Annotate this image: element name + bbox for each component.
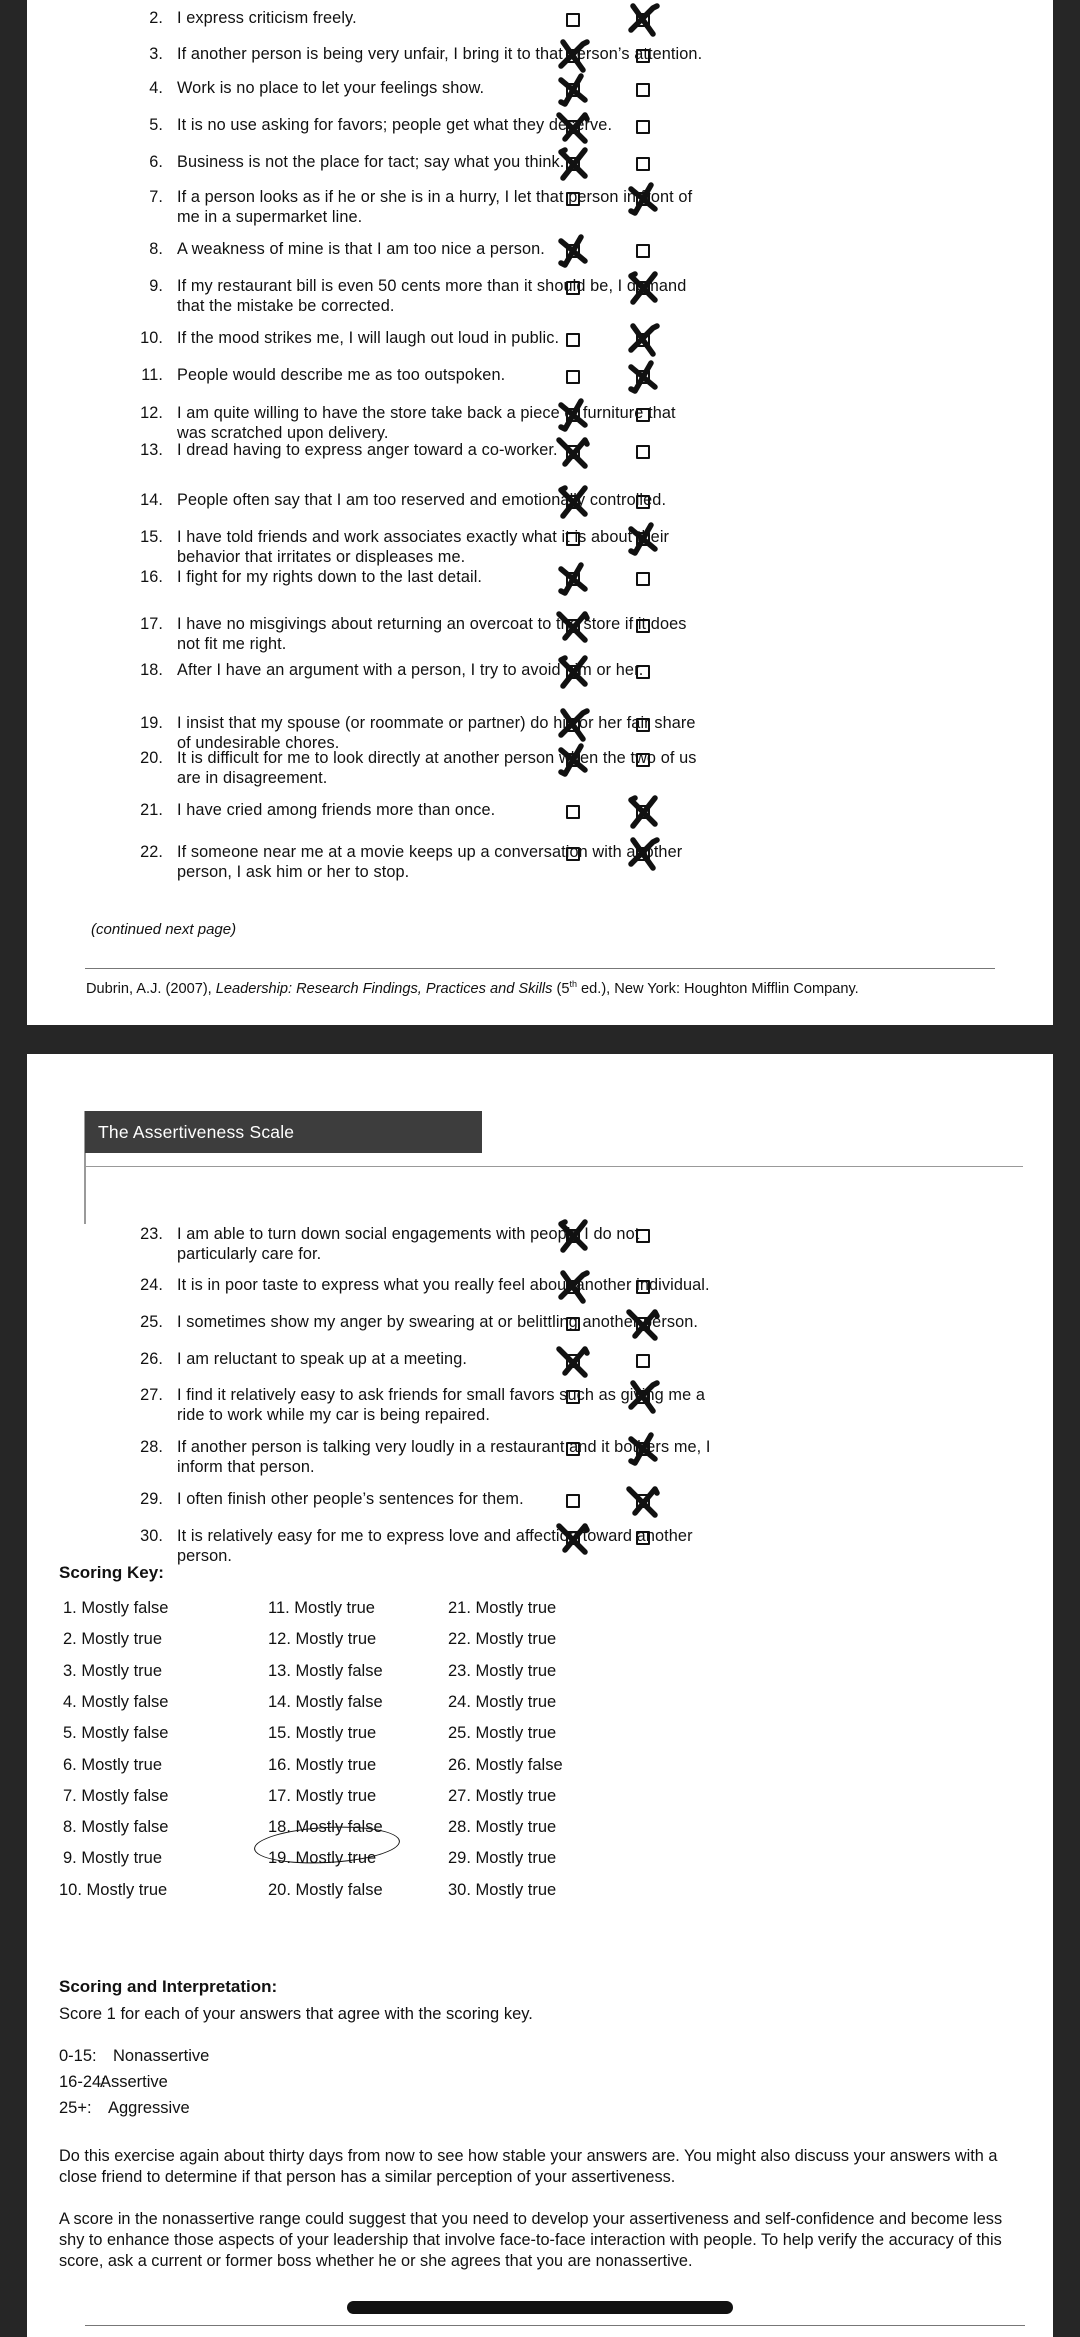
question-number: 29.	[140, 1490, 163, 1508]
mostly-true-checkbox-marked[interactable]	[555, 233, 591, 269]
retake-paragraph: Do this exercise again about thirty days from now to see how stable your answers are. You might also discuss your answers with a close friend to determine if that person has a similar perception of your assertiveness.	[59, 2147, 998, 2186]
question-text-line: If my restaurant bill is even 50 cents more than it should be, I demand	[177, 277, 687, 295]
scoring-key-entry: 30. Mostly true	[448, 1880, 557, 1899]
question-text	[177, 1349, 797, 1369]
question-text	[177, 152, 797, 172]
mostly-false-checkbox-marked[interactable]	[625, 322, 661, 358]
question-text	[177, 567, 797, 587]
mostly-false-checkbox[interactable]	[636, 49, 650, 63]
question-text-line: If a person looks as if he or she is in a hurry, I let that person in front of	[177, 188, 693, 206]
scoring-key-title: Scoring Key:	[59, 1563, 164, 1582]
question-text	[177, 328, 797, 348]
question-number: 10.	[140, 329, 163, 347]
mostly-false-checkbox-marked[interactable]	[625, 1483, 661, 1519]
scoring-key-entry: 28. Mostly true	[448, 1818, 557, 1837]
question-text-line: I have no misgivings about returning an overcoat to the store if it does	[177, 615, 687, 633]
question-text	[177, 187, 797, 227]
mostly-true-checkbox[interactable]	[566, 281, 580, 295]
scoring-key-entry: 1. Mostly false	[63, 1599, 169, 1617]
question-text	[177, 1385, 797, 1425]
question-text	[177, 842, 797, 882]
question-number: 11.	[141, 366, 163, 384]
scoring-key-entry: 6. Mostly true	[63, 1755, 163, 1774]
question-number: 14.	[140, 491, 163, 509]
footer-divider	[85, 968, 995, 969]
question-number: 22.	[140, 843, 163, 861]
question-number: 30.	[140, 1527, 163, 1545]
mostly-true-checkbox[interactable]	[566, 532, 580, 546]
question-text-line: It is relatively easy for me to express love and affection toward another	[177, 1527, 693, 1545]
mostly-true-checkbox[interactable]	[566, 847, 580, 861]
question-number: 20.	[140, 749, 163, 767]
mostly-false-checkbox[interactable]	[636, 718, 650, 732]
mostly-false-checkbox[interactable]	[636, 445, 650, 459]
question-text	[177, 527, 797, 567]
question-number: 16.	[140, 568, 163, 586]
mostly-true-checkbox[interactable]	[566, 192, 580, 206]
question-text-line: person, I ask him or her to stop.	[177, 863, 410, 881]
question-text-line: I insist that my spouse (or roommate or partner) do his or her fair share	[177, 714, 696, 732]
mostly-true-checkbox-marked[interactable]	[555, 1520, 591, 1556]
mostly-true-checkbox-marked[interactable]	[555, 434, 591, 470]
question-text	[177, 44, 797, 64]
mostly-true-checkbox[interactable]	[566, 13, 580, 27]
question-text-line: I dread having to express anger toward a co-worker.	[177, 441, 558, 459]
question-text-line: I am quite willing to have the store take back a piece of furniture that	[177, 404, 676, 422]
mostly-false-checkbox-marked[interactable]	[625, 1379, 661, 1415]
question-text-line: A weakness of mine is that I am too nice a person.	[177, 240, 545, 258]
question-number: 5.	[149, 116, 163, 134]
mostly-false-checkbox[interactable]	[636, 753, 650, 767]
mostly-false-checkbox-marked[interactable]	[625, 836, 661, 872]
mostly-false-checkbox[interactable]	[636, 1354, 650, 1368]
mostly-false-checkbox[interactable]	[636, 244, 650, 258]
mostly-true-checkbox[interactable]	[566, 333, 580, 347]
question-number: 19.	[140, 714, 163, 732]
question-number: 9.	[149, 277, 163, 295]
question-text	[177, 800, 797, 820]
mostly-true-checkbox-marked[interactable]	[555, 608, 591, 644]
question-number: 24.	[140, 1276, 163, 1294]
scoring-key-entry: 26. Mostly false	[448, 1755, 563, 1774]
question-number: 17.	[140, 615, 163, 633]
score-range-label: Aggressive	[108, 2099, 190, 2117]
scoring-key-entry: 8. Mostly false	[63, 1818, 169, 1837]
question-text	[177, 440, 797, 460]
question-text	[177, 748, 797, 788]
scoring-key-entry: 5. Mostly false	[63, 1724, 169, 1743]
question-text-line: If someone near me at a movie keeps up a conversation with another	[177, 843, 683, 861]
scoring-key-entry: 11. Mostly true	[268, 1599, 375, 1617]
mostly-true-checkbox-marked[interactable]	[555, 72, 591, 108]
mostly-true-checkbox-marked[interactable]	[555, 146, 591, 182]
question-number: 26.	[140, 1350, 163, 1368]
question-text	[177, 1526, 797, 1566]
mostly-false-checkbox[interactable]	[636, 1229, 650, 1243]
question-text-line: inform that person.	[177, 1458, 315, 1476]
mostly-true-checkbox[interactable]	[566, 1390, 580, 1404]
question-number: 28.	[140, 1438, 163, 1456]
question-number: 3.	[149, 45, 163, 63]
question-text	[177, 115, 797, 135]
question-text	[177, 1275, 797, 1295]
question-text-line: People often say that I am too reserved and emotionally controlled.	[177, 491, 667, 509]
interpretation-instruction: Score 1 for each of your answers that agree with the scoring key.	[59, 2005, 533, 2023]
question-text	[177, 239, 797, 259]
question-number: 23.	[140, 1225, 163, 1243]
scoring-key-entry: 14. Mostly false	[268, 1692, 383, 1711]
score-range-label: Nonassertive	[113, 2047, 210, 2065]
mostly-false-checkbox-marked[interactable]	[625, 2, 661, 38]
mostly-false-checkbox[interactable]	[636, 157, 650, 171]
nonassertive-paragraph: A score in the nonassertive range could suggest that you need to develop your assertiveness and self-confidence and become less shy to enhance those aspects of your leadership that involve face-to-face interaction with people. To help verify the accuracy of this score, ask a current or former boss whether he or she agrees that you are nonassertive.	[59, 2210, 1003, 2270]
mostly-true-checkbox[interactable]	[566, 370, 580, 384]
question-text-line: particularly care for.	[177, 1245, 322, 1263]
mostly-false-checkbox-marked[interactable]	[625, 270, 661, 306]
citation-title: Leadership: Research Findings, Practices and Skills	[215, 980, 553, 997]
scoring-key-entry: 22. Mostly true	[448, 1630, 557, 1649]
question-number: 7.	[149, 188, 163, 206]
mostly-false-checkbox-marked[interactable]	[625, 181, 661, 217]
scoring-key-entry: 24. Mostly true	[448, 1692, 557, 1711]
question-number: 6.	[149, 153, 163, 171]
interpretation-title: Scoring and Interpretation:	[59, 1977, 278, 1996]
mostly-true-checkbox[interactable]	[566, 1494, 580, 1508]
mostly-true-checkbox-marked[interactable]	[555, 1218, 591, 1254]
question-text	[177, 1224, 797, 1264]
question-text-line: of undesirable chores.	[177, 734, 340, 752]
question-text-line: It is in poor taste to express what you really feel about another individual.	[177, 1276, 710, 1294]
citation-edition-sup: th	[569, 979, 577, 989]
question-text-line: I often finish other people’s sentences for them.	[177, 1490, 524, 1508]
question-text	[177, 713, 797, 753]
scoring-key-entry: 7. Mostly false	[63, 1786, 169, 1805]
question-number: 18.	[140, 661, 163, 679]
question-text	[177, 78, 797, 98]
scoring-key-entry: 2. Mostly true	[63, 1630, 163, 1649]
question-text-line: are in disagreement.	[177, 769, 328, 787]
question-text-line: If another person is talking very loudly in a restaurant and it bothers me, I	[177, 1438, 711, 1456]
continued-note: (continued next page)	[91, 921, 237, 938]
question-text-line: I have told friends and work associates exactly what it is about their	[177, 528, 670, 546]
scoring-key-entry: 12. Mostly true	[268, 1630, 377, 1649]
question-text	[177, 1489, 797, 1509]
mostly-true-checkbox-marked[interactable]	[555, 484, 591, 520]
mostly-false-checkbox[interactable]	[636, 619, 650, 633]
question-number: 27.	[140, 1386, 163, 1404]
mostly-true-checkbox-marked[interactable]	[555, 38, 591, 74]
scoring-key-entry: 4. Mostly false	[63, 1692, 169, 1711]
score-range: 25+:	[59, 2099, 92, 2117]
mostly-false-checkbox-marked[interactable]	[625, 359, 661, 395]
scoring-key-entry: 13. Mostly false	[268, 1661, 383, 1680]
question-text-line: People would describe me as too outspoken.	[177, 366, 506, 384]
mostly-true-checkbox-marked[interactable]	[555, 654, 591, 690]
citation-publisher: ed.), New York: Houghton Mifflin Company.	[576, 980, 859, 997]
mostly-true-checkbox-marked[interactable]	[555, 1343, 591, 1379]
scoring-key-entry: 29. Mostly true	[448, 1849, 557, 1868]
mostly-false-checkbox[interactable]	[636, 665, 650, 679]
score-range: 0-15:	[59, 2047, 97, 2065]
mostly-false-checkbox[interactable]	[636, 120, 650, 134]
score-range: 16-24:	[59, 2073, 106, 2091]
scoring-key-entry: 9. Mostly true	[63, 1849, 163, 1868]
mostly-false-checkbox-marked[interactable]	[625, 1306, 661, 1342]
question-text-line: person.	[177, 1547, 233, 1565]
question-text-line: I sometimes show my anger by swearing at or belittling another person.	[177, 1313, 699, 1331]
question-text-line: I am reluctant to speak up at a meeting.	[177, 1350, 467, 1368]
question-number: 25.	[140, 1313, 163, 1331]
bottom-divider	[85, 2325, 1025, 2326]
question-text-line: It is difficult for me to look directly at another person when the two of us	[177, 749, 697, 767]
scoring-key-entry: 17. Mostly true	[268, 1786, 377, 1805]
scoring-key-entry: 23. Mostly true	[448, 1661, 557, 1680]
mostly-false-checkbox[interactable]	[636, 572, 650, 586]
question-text-line: It is no use asking for favors; people get what they deserve.	[177, 116, 613, 134]
questionnaire-page-1	[27, 0, 1053, 1025]
scoring-key-entry: 16. Mostly true	[268, 1755, 377, 1774]
mostly-true-checkbox-marked[interactable]	[555, 561, 591, 597]
score-range-label: Assertive	[100, 2073, 168, 2091]
mostly-true-checkbox[interactable]	[566, 1442, 580, 1456]
question-text-line: that the mistake be corrected.	[177, 297, 395, 315]
question-text-line: If another person is being very unfair, I bring it to that person’s attention.	[177, 45, 703, 63]
question-number: 4.	[149, 79, 163, 97]
mostly-true-checkbox-marked[interactable]	[555, 742, 591, 778]
mostly-true-checkbox-marked[interactable]	[555, 1269, 591, 1305]
question-text-line: I am able to turn down social engagements with people I do not	[177, 1225, 640, 1243]
question-number: 15.	[140, 528, 163, 546]
question-text-line: me in a supermarket line.	[177, 208, 363, 226]
mostly-true-checkbox[interactable]	[566, 805, 580, 819]
mostly-false-checkbox[interactable]	[636, 1280, 650, 1294]
mostly-true-checkbox-marked[interactable]	[555, 397, 591, 433]
question-text-line: Work is no place to let your feelings show.	[177, 79, 485, 97]
scoring-key-entry: 18. Mostly false	[268, 1818, 383, 1837]
scoring-key-entry: 27. Mostly true	[448, 1786, 557, 1805]
question-text-line: ride to work while my car is being repaired.	[177, 1406, 490, 1424]
question-text-line: Business is not the place for tact; say what you think.	[177, 153, 565, 171]
citation-edition: (5	[552, 980, 570, 997]
question-text	[177, 660, 797, 680]
question-text	[177, 614, 797, 654]
mostly-false-checkbox[interactable]	[636, 1531, 650, 1545]
question-number: 12.	[140, 404, 163, 422]
question-number: 13.	[140, 441, 163, 459]
question-number: 2.	[149, 9, 163, 27]
scoring-key-entry: 25. Mostly true	[448, 1724, 557, 1743]
question-text-line: behavior that irritates or displeases me.	[177, 548, 466, 566]
home-indicator[interactable]	[347, 2301, 733, 2314]
question-text-line: was scratched upon delivery.	[177, 424, 389, 442]
question-text	[177, 8, 797, 28]
mostly-false-checkbox-marked[interactable]	[625, 794, 661, 830]
mostly-true-checkbox[interactable]	[566, 1317, 580, 1331]
question-number: 21.	[140, 801, 163, 819]
mostly-false-checkbox-marked[interactable]	[625, 1431, 661, 1467]
question-text-line: I fight for my rights down to the last detail.	[177, 568, 483, 586]
citation-author: Dubrin, A.J. (2007),	[86, 980, 216, 997]
scoring-key-entry: 21. Mostly true	[448, 1599, 557, 1617]
mostly-false-checkbox[interactable]	[636, 83, 650, 97]
question-text	[177, 1312, 797, 1332]
question-text-line: I have cried among friends more than once.	[177, 801, 496, 819]
question-text	[177, 490, 797, 510]
question-text	[177, 1437, 797, 1477]
scoring-key-entry: 10. Mostly true	[59, 1880, 168, 1899]
scoring-key-entry: 19. Mostly true	[268, 1849, 377, 1868]
question-text-line: I express criticism freely.	[177, 9, 357, 27]
scoring-key-entry: 20. Mostly false	[268, 1880, 383, 1899]
question-text	[177, 365, 797, 385]
mostly-false-checkbox-marked[interactable]	[625, 521, 661, 557]
question-text-line: If the mood strikes me, I will laugh out loud in public.	[177, 329, 560, 347]
question-number: 8.	[149, 240, 163, 258]
citation	[86, 979, 859, 997]
question-text-line: After I have an argument with a person, I try to avoid him or her.	[177, 661, 644, 679]
mostly-true-checkbox-marked[interactable]	[555, 109, 591, 145]
scoring-key-entry: 15. Mostly true	[268, 1724, 377, 1743]
section-banner: The Assertiveness Scale	[85, 1111, 482, 1153]
mostly-false-checkbox[interactable]	[636, 495, 650, 509]
mostly-false-checkbox[interactable]	[636, 408, 650, 422]
scoring-key-entry: 3. Mostly true	[63, 1661, 163, 1680]
question-text	[177, 276, 797, 316]
question-text-line: not fit me right.	[177, 635, 287, 653]
question-text-line: I find it relatively easy to ask friends for small favors such as giving me a	[177, 1386, 706, 1404]
question-text	[177, 403, 797, 443]
banner-divider	[85, 1166, 1023, 1167]
mostly-true-checkbox-marked[interactable]	[555, 707, 591, 743]
